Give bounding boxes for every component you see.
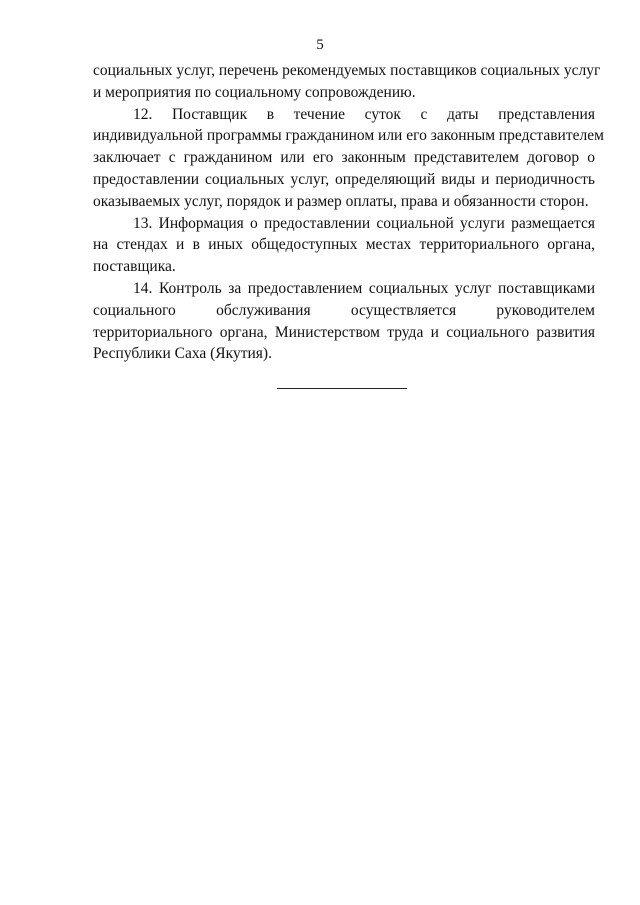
text-line: и мероприятия по социальному сопровождению. [93, 83, 416, 101]
text-line: заключает с гражданином или его законным представителем договор о [93, 149, 595, 167]
paragraph-item-12 [93, 104, 604, 213]
text-line: оказываемых услуг, порядок и размер оплаты, права и обязанности сторон. [93, 192, 589, 210]
text-line: Республики Саха (Якутия). [93, 345, 272, 363]
end-separator-line [277, 388, 407, 389]
text-line: 13. Информация о предоставлении социальной услуги размещается [133, 214, 595, 232]
text-line: социальных услуг, перечень рекомендуемых поставщиков социальных услуг [93, 62, 601, 79]
text-line: 12. Поставщик в течение суток с даты представления [133, 105, 595, 123]
paragraph-item-14 [93, 278, 595, 365]
text-line: поставщика. [93, 258, 176, 276]
text-line: на стендах и в иных общедоступных местах территориального органа, [93, 236, 595, 254]
document-body [93, 60, 604, 365]
paragraph-item-13 [93, 213, 595, 278]
text-line: социального обслуживания осуществляется руководителем [93, 301, 595, 319]
paragraph-continuation [93, 60, 601, 104]
text-line: 14. Контроль за предоставлением социальных услуг поставщиками [133, 279, 595, 297]
text-line: территориального органа, Министерством труда и социального развития [93, 323, 595, 341]
text-line: индивидуальной программы гражданином или его законным представителем [93, 127, 604, 145]
text-line: предоставлении социальных услуг, определяющий виды и периодичность [93, 170, 595, 188]
page-number: 5 [316, 37, 324, 53]
